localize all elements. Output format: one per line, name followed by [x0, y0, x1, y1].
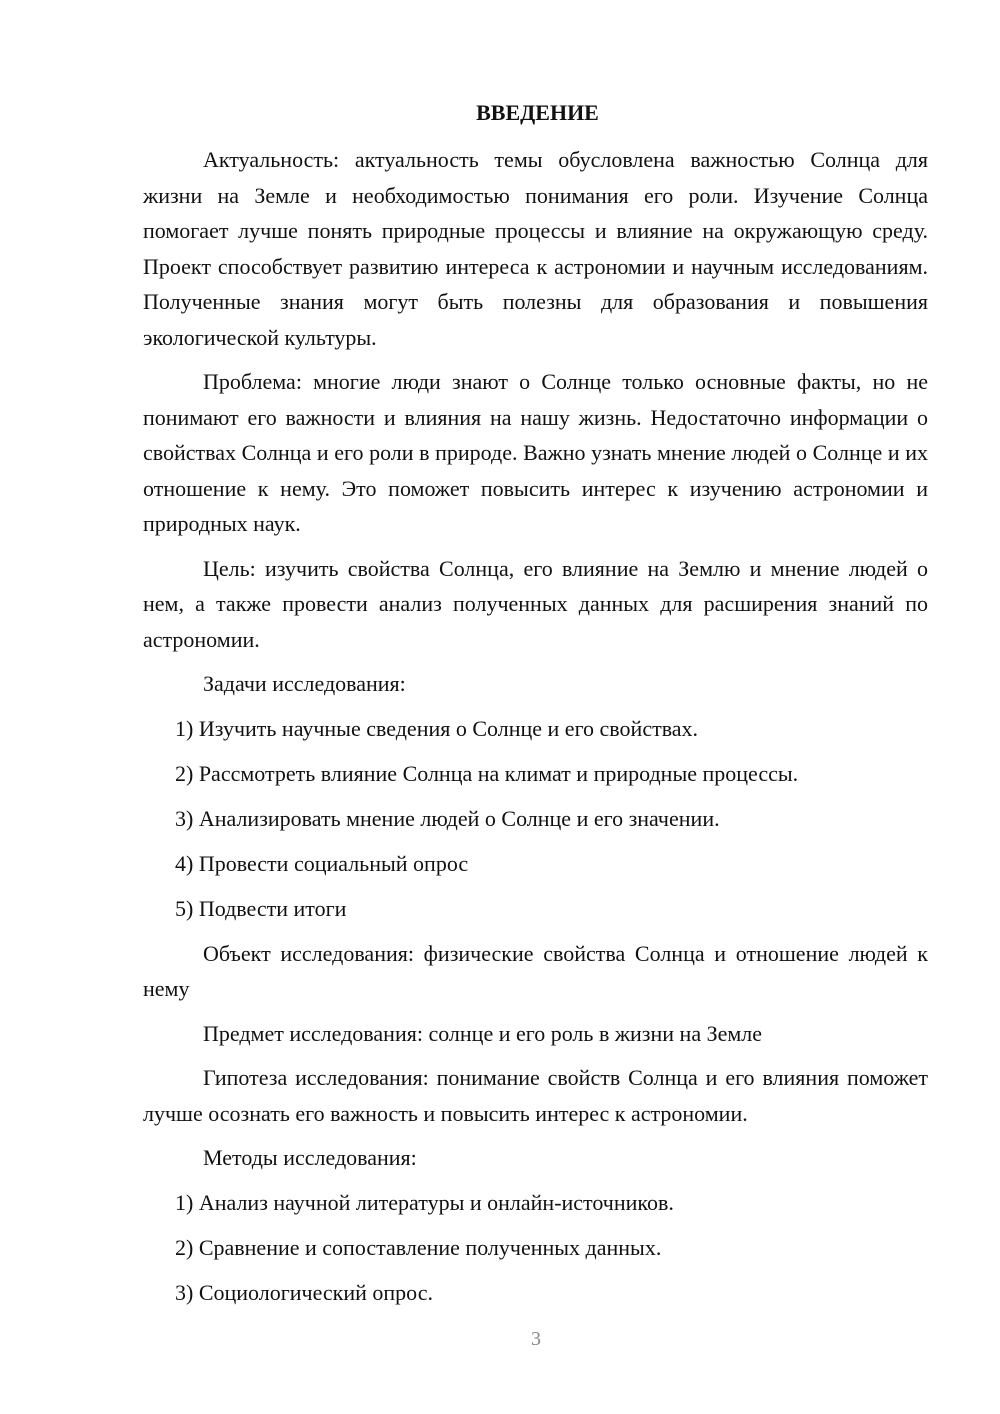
task-item-5: 5) Подвести итоги	[175, 895, 347, 921]
paragraph-subject: Предмет исследования: солнце и его роль в жизни на Земле	[203, 1020, 763, 1046]
section-heading: ВВЕДЕНИЕ	[476, 100, 599, 125]
paragraph-goal: Цель: изучить свойства Солнца, его влияние на Землю и мнение людей о нем, а также провести анализ полученных данных для расширения знаний по астрономии.	[143, 555, 928, 652]
task-item-4: 4) Провести социальный опрос	[175, 850, 469, 876]
task-item-1: 1) Изучить научные сведения о Солнце и его свойствах.	[175, 715, 699, 741]
methods-title: Методы исследования:	[203, 1145, 417, 1170]
method-item-2: 2) Сравнение и сопоставление полученных данных.	[175, 1234, 662, 1260]
page-number: 3	[531, 1328, 541, 1350]
task-item-3: 3) Анализировать мнение людей о Солнце и его значении.	[175, 805, 720, 831]
page-content	[143, 95, 928, 1320]
paragraph-relevance: Актуальность: актуальность темы обусловлена важностью Солнца для жизни на Земле и необходимостью понимания его роли. Изучение Солнца помогает лучше понять природные процессы и влияние на окружающую среду. Проект способствует развитию интереса к астрономии и научным исследованиям. Полученные знания могут быть полезны для образования и повышения экологической культуры.	[143, 147, 928, 350]
paragraph-object: Объект исследования: физические свойства Солнца и отношение людей к нему	[143, 940, 928, 1001]
paragraph-problem: Проблема: многие люди знают о Солнце только основные факты, но не понимают его важности и влияния на нашу жизнь. Недостаточно информации о свойствах Солнца и его роли в природе. Важно узнать мнение людей о Солнце и их отношение к нему. Это поможет повысить интерес к изучению астрономии и природных наук.	[143, 369, 928, 536]
task-item-2: 2) Рассмотреть влияние Солнца на климат и природные процессы.	[175, 760, 799, 786]
method-item-3: 3) Социологический опрос.	[175, 1279, 433, 1305]
paragraph-hypothesis: Гипотеза исследования: понимание свойств Солнца и его влияния поможет лучше осознать его важность и повысить интерес к астрономии.	[143, 1065, 928, 1126]
method-item-1: 1) Анализ научной литературы и онлайн-источников.	[175, 1189, 674, 1215]
tasks-title: Задачи исследования:	[203, 671, 406, 696]
